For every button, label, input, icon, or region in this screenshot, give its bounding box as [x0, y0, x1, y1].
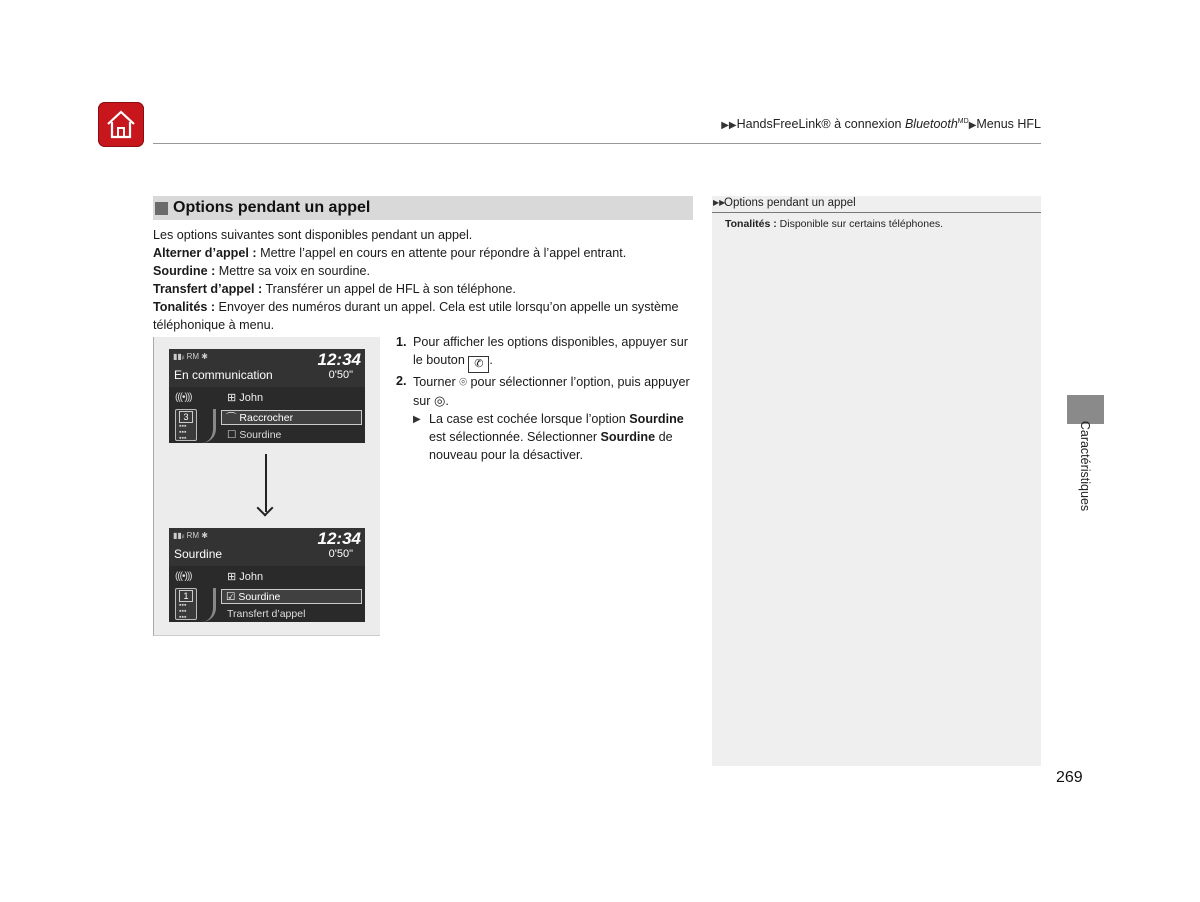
option-term: Transfert d’appel :: [153, 281, 263, 296]
note-bold: Sourdine: [600, 429, 656, 444]
option-tonalites: [153, 299, 698, 335]
section-body: [153, 227, 698, 334]
breadcrumb-arrow-icon: ▶▶: [721, 120, 737, 131]
screen-option-next[interactable]: [227, 429, 281, 441]
note-text: de nouveau pour la désactiver.: [429, 429, 673, 462]
option-term: Tonalités :: [153, 299, 216, 314]
hfl-screen-figure: [153, 337, 380, 636]
sidebar-note-term: Tonalités :: [725, 218, 777, 230]
option-text: Transférer un appel de HFL à son téléphone.: [262, 281, 516, 296]
checkbox-checked-icon: ☑: [226, 591, 239, 603]
dial-curve-icon: [199, 588, 216, 622]
note-arrow-icon: ▶: [413, 413, 421, 425]
option-term: Sourdine :: [153, 263, 216, 278]
sidebar-notes: [712, 196, 1041, 766]
home-button[interactable]: [98, 102, 144, 147]
screen-duration: 0'50": [328, 548, 353, 560]
rotate-dial-icon: ⌾: [459, 373, 468, 389]
option-term: Alterner d’appel :: [153, 245, 257, 260]
option-text: Mettre l’appel en cours en attente pour répondre à l’appel entrant.: [256, 245, 627, 260]
screen-duration: 0'50": [328, 369, 353, 381]
line-number: 1: [179, 590, 193, 602]
press-dial-icon: ◎: [434, 392, 446, 408]
screen-option-next[interactable]: [227, 608, 305, 620]
screen-time: 12:34: [317, 350, 361, 369]
option-text: Envoyer des numéros durant un appel. Cela est utile lorsqu’on appelle un système téléphonique à menu.: [153, 299, 679, 332]
step-number: 2.: [396, 373, 407, 388]
option-sourdine: [153, 263, 698, 281]
screen-option-selected[interactable]: [221, 589, 362, 604]
screen-status: En communication: [174, 368, 273, 382]
home-icon: [105, 109, 137, 140]
section-header: [153, 196, 693, 220]
option-label: Transfert d’appel: [227, 608, 306, 620]
option-alterner: [153, 245, 698, 263]
step-number: 1.: [396, 335, 407, 349]
screen-option-selected[interactable]: [221, 410, 362, 425]
intro-text: Les options suivantes sont disponibles pendant un appel.: [153, 228, 473, 242]
option-label: Sourdine: [238, 591, 281, 603]
checkbox-icon: ☐: [227, 429, 240, 441]
step-2: [396, 373, 696, 411]
sidebar-note: [725, 218, 943, 230]
step-text: .: [445, 393, 449, 408]
hfl-screen-after: [169, 528, 365, 622]
breadcrumb-part1[interactable]: HandsFreeLink® à connexion: [736, 117, 905, 131]
down-arrow-icon: [265, 454, 267, 512]
option-label: Sourdine: [239, 429, 282, 441]
step-1: [396, 334, 696, 373]
dial-curve-icon: [199, 409, 216, 443]
sidebar-title: Options pendant un appel: [724, 197, 856, 209]
contact-star-icon: ⊞: [227, 571, 240, 583]
screen-time: 12:34: [317, 529, 361, 548]
option-text: Mettre sa voix en sourdine.: [215, 263, 370, 278]
keypad-icon: ▪▪▪ ▪▪▪ ▪▪▪: [179, 423, 187, 442]
breadcrumb-part2[interactable]: Menus HFL: [976, 117, 1041, 131]
screen-status: Sourdine: [174, 547, 223, 561]
contact-name: John: [239, 392, 264, 404]
note-bold: Sourdine: [629, 411, 684, 426]
note-text: est sélectionnée. Sélectionner: [429, 429, 601, 444]
call-signal-icon: (((•))): [175, 571, 192, 582]
header-divider: [153, 143, 1041, 144]
section-square-icon: [155, 202, 168, 215]
breadcrumb-arrow-icon: ▶: [968, 120, 977, 131]
option-label: Raccrocher: [239, 412, 294, 424]
chapter-tab[interactable]: [1067, 395, 1104, 424]
reference-icon: ▶▶: [713, 198, 726, 207]
step-2-note: [396, 411, 696, 465]
screen-contact: [227, 391, 263, 404]
hangup-icon: ⌒: [226, 412, 240, 424]
contact-name: John: [239, 571, 264, 583]
note-text: La case est cochée lorsque l’option: [429, 411, 630, 426]
sidebar-note-text: Disponible sur certains téléphones.: [776, 218, 944, 230]
contact-star-icon: ⊞: [227, 392, 240, 404]
sidebar-header: [712, 196, 1041, 213]
step-text: Tourner: [413, 374, 460, 389]
signal-battery-icon: ▮▮ᵢₗ RM ✱: [173, 531, 208, 540]
step-text: Pour afficher les options disponibles, appuyer sur le bouton: [413, 335, 688, 367]
hfl-screen-before: [169, 349, 365, 443]
breadcrumb-sup: MD: [957, 117, 969, 125]
phone-icon: [175, 409, 197, 441]
phone-icon: [175, 588, 197, 620]
option-transfert: [153, 281, 698, 299]
breadcrumb: [721, 117, 1041, 131]
step-text: pour sélectionner l’option, puis appuyer sur: [413, 374, 690, 408]
screen-contact: [227, 570, 263, 583]
signal-battery-icon: ▮▮ᵢₗ RM ✱: [173, 352, 208, 361]
page-number: 269: [1056, 769, 1083, 786]
line-number: 3: [179, 411, 193, 423]
step-text: .: [489, 352, 493, 367]
keypad-icon: ▪▪▪ ▪▪▪ ▪▪▪: [179, 602, 187, 621]
breadcrumb-italic[interactable]: Bluetooth: [904, 117, 958, 131]
call-signal-icon: (((•))): [175, 392, 192, 403]
instruction-steps: [396, 334, 696, 464]
phone-button-icon: ✆: [468, 356, 489, 373]
chapter-tab-label: Caractéristiques: [1078, 420, 1092, 512]
section-title: Options pendant un appel: [173, 199, 371, 216]
